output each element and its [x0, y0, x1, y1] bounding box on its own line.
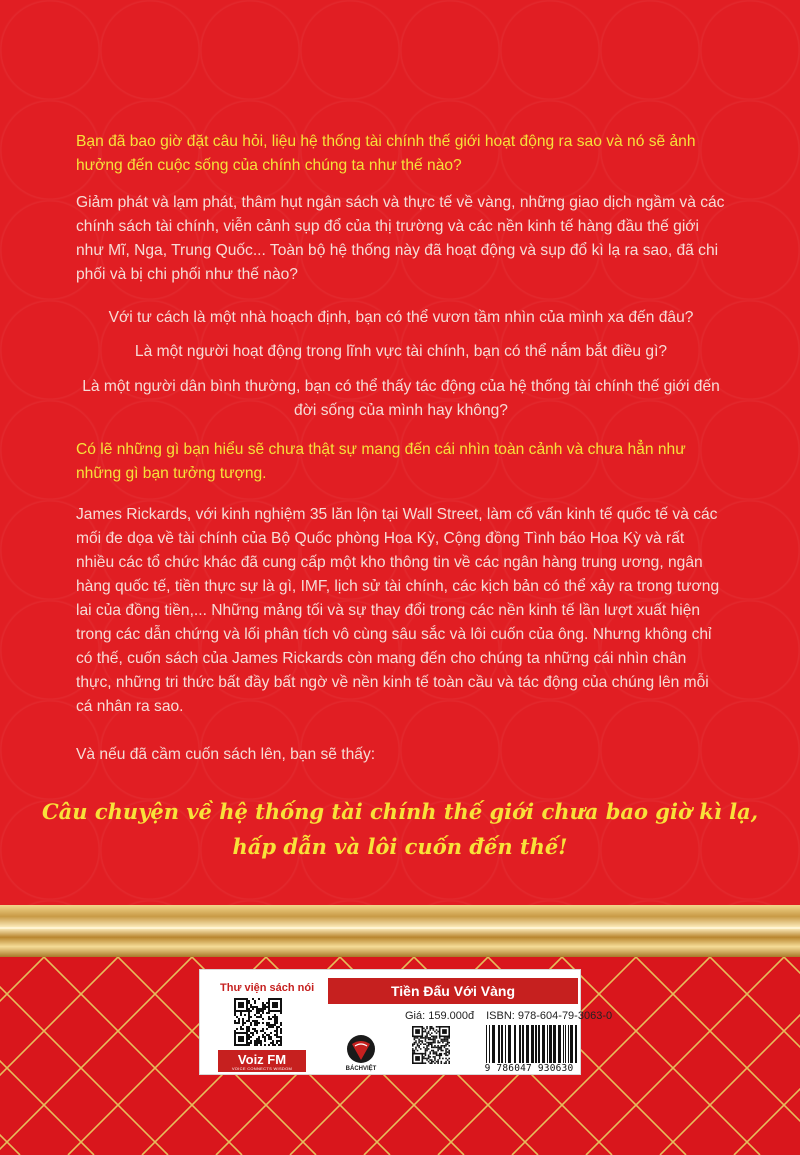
intro-paragraph: Bạn đã bao giờ đặt câu hỏi, liệu hệ thống tài chính thế giới hoạt động ra sao và nó sẽ ảnh hưởng đến cuộc sống của chính chúng ta như thế nào? [76, 133, 696, 174]
audiobook-library-label: Thư viện sách nói [220, 982, 315, 994]
isbn-text: ISBN: 978-604-79-3063-0 [486, 1010, 613, 1022]
question-planner: Với tư cách là một nhà hoạch định, bạn có thể vươn tầm nhìn của mình xa đến đâu? [108, 309, 694, 326]
headline-line-2: hấp dẫn và lôi cuốn đến thế! [232, 834, 568, 859]
book-qr-code[interactable] [412, 1026, 450, 1064]
voiz-fm-logo-text: Voiz FM [237, 1052, 287, 1067]
voiz-fm-tagline: VOICE CONNECTS WISDOM [231, 1066, 293, 1071]
bach-viet-logo-icon [346, 1034, 376, 1064]
question-citizen: Là một người dân bình thường, bạn có thể thấy tác động của hệ thống tài chính thế giới đến đời sống của mình hay không? [82, 378, 720, 419]
info-card [199, 969, 613, 1075]
isbn-barcode [484, 1025, 578, 1063]
gold-ribbon-band [0, 905, 800, 957]
voiz-fm-logo [218, 1050, 306, 1072]
question-finance: Là một người hoạt động trong lĩnh vực tài chính, bạn có thể nắm bắt điều gì? [134, 343, 668, 360]
lead-in-text: Và nếu đã cầm cuốn sách lên, bạn sẽ thấy: [76, 746, 376, 763]
headline-line-1: Câu chuyện về hệ thống tài chính thế giới chưa bao giờ kì lạ, [41, 799, 759, 824]
price-text: Giá: 159.000đ [405, 1010, 475, 1022]
author-paragraph: James Rickards, với kinh nghiệm 35 lăn lộn tại Wall Street, làm cố vấn kinh tế quốc tế và các mối đe dọa về tài chính của Bộ Quốc phòng Hoa Kỳ, Cộng đồng Tình báo Hoa Kỳ và rất nhiều các tổ chức khác đã cung cấp một kho thông tin về các ngân hàng trung ương, ngân hàng quốc tế, tiền thực sự là gì, IMF, lịch sử tài chính, các kịch bản có thể xảy ra trong tương lai của đồng tiền,... Những mảng tối và sự thay đổi trong các nền kinh tế lần lượt xuất hiện trong các dẫn chứng và lối phân tích vô cùng sâu sắc và lôi cuốn của ông. Nhưng không chỉ có thế, cuốn sách của James Rickards còn mang đến cho chúng ta những cái nhìn chân thực, những tri thức bất đầy bất ngờ về nền kinh tế toàn cầu và tác động của chúng lên mỗi cá nhân ra sao. [76, 506, 720, 715]
book-title-bar: Tiền Đấu Với Vàng [328, 978, 578, 1004]
price-isbn-row [405, 1010, 624, 1022]
audiobook-qr-code[interactable] [234, 998, 282, 1046]
barcode-number: 9 786047 930630 [484, 1063, 574, 1074]
publisher-name: BÁCHVIỆT [345, 1066, 377, 1072]
context-paragraph: Giảm phát và lạm phát, thâm hụt ngân sách và thực tế về vàng, những giao dịch ngầm và các chính sách tài chính, viễn cảnh sụp đổ của thị trường và các nền kinh tế hàng đầu thế giới như Mĩ, Nga, Trung Quốc... Toàn bộ hệ thống này đã hoạt động và sụp đổ kì lạ ra sao, đã chi phối và bị chi phối như thế nào? [76, 194, 725, 283]
maybe-paragraph: Có lẽ những gì bạn hiểu sẽ chưa thật sự mang đến cái nhìn toàn cảnh và chưa hẳn như những gì bạn tưởng tượng. [76, 441, 686, 482]
